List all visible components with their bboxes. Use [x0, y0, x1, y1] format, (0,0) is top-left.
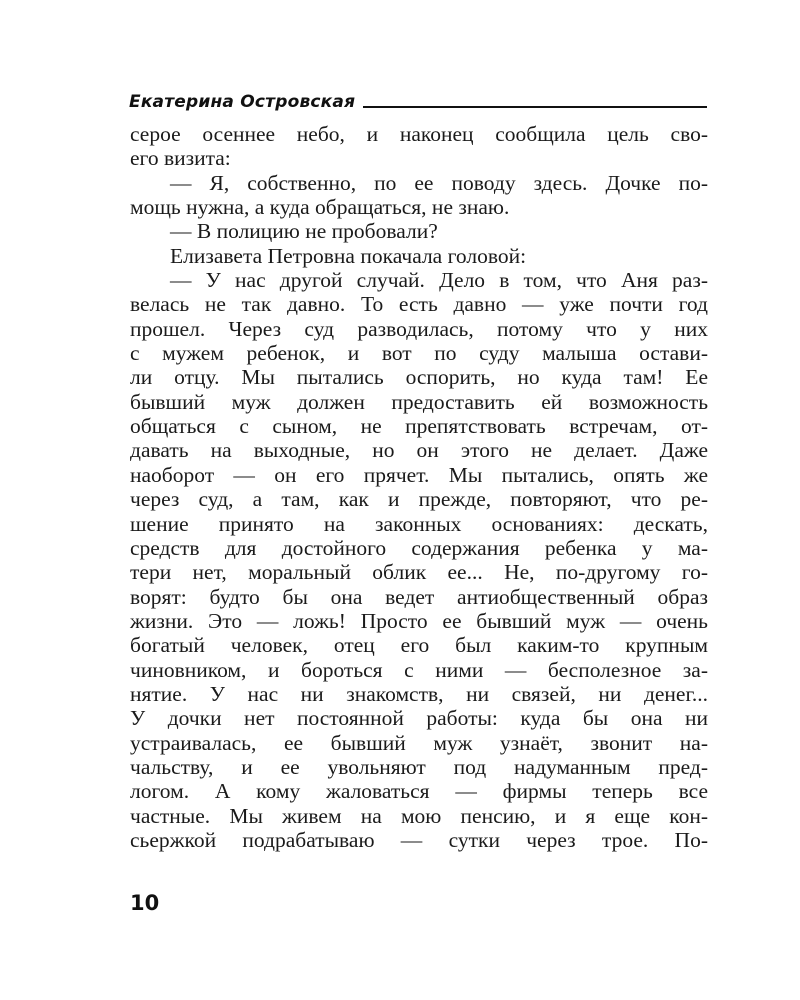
text-line: общаться с сыном, не препятствовать встречам, от-	[130, 414, 708, 439]
text-line: чальству, и ее увольняют под надуманным пред-	[130, 754, 708, 779]
text-line: Елизавета Петровна покачала головой:	[170, 243, 527, 268]
text-line: — В полицию не пробовали?	[170, 219, 438, 244]
running-header	[129, 88, 707, 112]
text-line: шение принято на законных основаниях: дескать,	[130, 511, 708, 536]
text-line: бывший муж должен предоставить ей возможность	[130, 389, 708, 414]
text-line: его визита:	[130, 146, 231, 171]
text-line: — У нас другой случай. Дело в том, что Аня раз-	[170, 268, 708, 293]
text-line: — Я, собственно, по ее поводу здесь. Дочке по-	[170, 170, 708, 195]
text-line: мощь нужна, а куда обращаться, не знаю.	[130, 195, 510, 220]
text-line: с мужем ребенок, и вот по суду малыша остави-	[130, 341, 708, 366]
text-line: устраивалась, ее бывший муж узнаёт, звонит на-	[130, 730, 708, 755]
header-author-name: Екатерина Островская	[129, 92, 356, 112]
text-line: чиновником, и бороться с ними — бесполезное за-	[130, 657, 708, 682]
text-line: У дочки нет постоянной работы: куда бы она ни	[130, 706, 708, 731]
text-line: богатый человек, отец его был каким-то крупным	[130, 633, 708, 658]
text-line: тери нет, моральный облик ее... Не, по-другому го-	[130, 560, 708, 585]
text-line: средств для достойного содержания ребенка у ма-	[130, 535, 708, 560]
text-line: ли отцу. Мы пытались оспорить, но куда там! Ее	[130, 365, 708, 390]
text-line: через суд, а там, как и прежде, повторяют, что ре-	[130, 487, 708, 512]
header-rule	[363, 106, 707, 108]
text-line: велась не так давно. То есть давно — уже почти год	[130, 292, 708, 317]
page-number: 10	[130, 891, 160, 915]
text-line: нятие. У нас ни знакомств, ни связей, ни денег...	[130, 681, 708, 706]
text-line: логом. А кому жаловаться — фирмы теперь все	[130, 779, 708, 804]
text-line: ворят: будто бы она ведет антиобщественный образ	[130, 584, 708, 609]
text-line: прошел. Через суд разводилась, потому что у них	[130, 316, 708, 341]
text-line: частные. Мы живем на мою пенсию, и я еще кон-	[130, 803, 708, 828]
text-line: жизни. Это — ложь! Просто ее бывший муж — очень	[130, 608, 708, 633]
text-line: серое осеннее небо, и наконец сообщила цель сво-	[130, 122, 708, 146]
text-line: сьержкой подрабатываю — сутки через трое. По-	[130, 827, 708, 852]
text-line: наоборот — он его прячет. Мы пытались, опять же	[130, 462, 708, 487]
text-line: давать на выходные, но он этого не делает. Даже	[130, 438, 708, 463]
body-text	[130, 122, 708, 852]
